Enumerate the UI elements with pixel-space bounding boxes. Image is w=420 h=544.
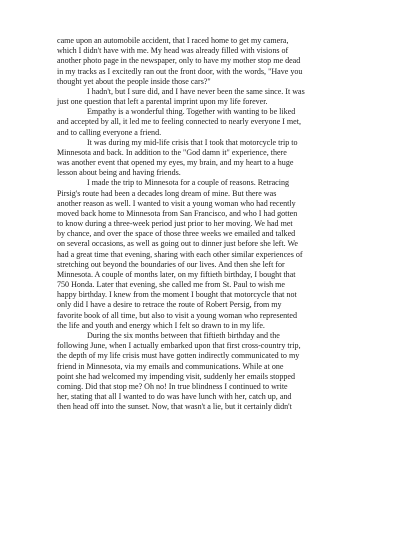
body-text [57, 36, 363, 412]
text-line: point she had welcomed my impending visit, suddenly her emails stopped [57, 371, 296, 381]
text-line: lesson about being and having friends. [57, 168, 181, 178]
paragraph-first-line: I made the trip to Minnesota for a couple of reasons. Retracing [87, 178, 290, 188]
text-line: 750 Honda. Later that evening, she called me from St. Paul to wish me [57, 280, 285, 290]
paragraph-first-line: Empathy is a wonderful thing. Together with wanting to be liked [87, 107, 296, 117]
text-line: Minnesota. A couple of months later, on my fiftieth birthday, I bought that [57, 269, 296, 279]
text-line: to know during a three-week period just prior to her moving. We had met [57, 219, 293, 229]
text-line: moved back home to Minnesota from San Francisco, and who I had gotten [57, 208, 298, 218]
text-line: favorite book of all time, but also to visit a young woman who represented [57, 310, 298, 320]
text-line: came upon an automobile accident, that I raced home to get my camera, [57, 36, 289, 45]
text-line: then head off into the sunset. Now, that wasn't a lie, but it certainly didn't [57, 402, 292, 412]
text-line: and accepted by all, it led me to feeling connected to nearly everyone I met, [57, 117, 301, 127]
text-line: another reason as well. I wanted to visit a young woman who had recently [57, 198, 296, 208]
text-line: was another event that opened my eyes, my brain, and my heart to a huge [57, 158, 294, 168]
text-line: by chance, and over the space of those three weeks we emailed and talked [57, 229, 296, 239]
text-line: on several occasions, as well as going out to dinner just before she left. We [57, 239, 298, 249]
text-line: Pirsig's route had been a decades long dream of mine. But there was [57, 188, 277, 198]
text-line: coming. Did that stop me? Oh no! In true blindness I continued to write [57, 381, 288, 391]
text-line: friend in Minnesota, via my emails and communications. While at one [57, 361, 284, 371]
text-line: another photo page in the newspaper, only to have my mother stop me dead [57, 56, 301, 66]
text-line: stretching out beyond the boundaries of our lives. And then she left for [57, 259, 285, 269]
text-line: Minnesota and back. In addition to the "God damn it" experience, there [57, 147, 287, 157]
paragraph-first-line: During the six months between that fiftieth birthday and the [87, 330, 280, 340]
text-line: the life and youth and energy which I felt so drawn to in my life. [57, 320, 265, 330]
text-line: only did I have a desire to retrace the route of Robert Persig, from my [57, 300, 282, 310]
text-line: just one question that left a parental imprint upon my life forever. [57, 97, 268, 107]
text-line: happy birthday. I knew from the moment I bought that motorcycle that not [57, 290, 297, 300]
text-line: had a great time that evening, sharing with each other similar experiences of [57, 249, 303, 259]
text-line: and to calling everyone a friend. [57, 127, 162, 137]
paragraph-first-line: I hadn't, but I sure did, and I have never been the same since. It was [87, 86, 305, 96]
text-line: thought yet about the people inside those cars?" [57, 76, 211, 86]
text-line: following June, when I actually embarked upon that first cross-country trip, [57, 341, 301, 351]
paragraph-first-line: It was during my mid-life crisis that I took that motorcycle trip to [87, 137, 298, 147]
text-line: in my tracks as I excitedly ran out the front door, with the words, "Have you [57, 66, 303, 76]
text-line: her, stating that all I wanted to do was have lunch with her, catch up, and [57, 392, 292, 402]
text-line: the depth of my life crisis must have gotten indirectly communicated to my [57, 351, 300, 361]
text-line: which I didn't have with me. My head was already filled with visions of [57, 46, 289, 56]
